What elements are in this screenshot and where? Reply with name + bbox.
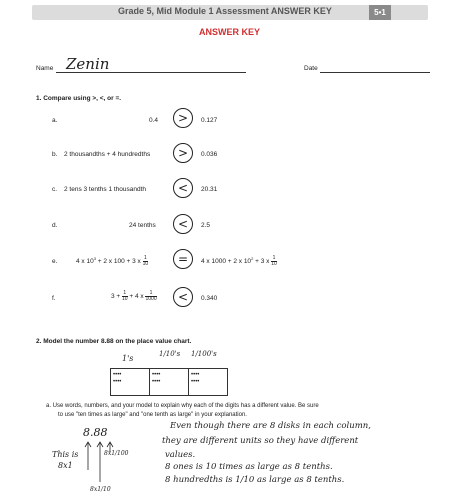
row-b-left: 2 thousandths + 4 hundredths xyxy=(64,151,151,158)
work-eight-x-tenth: 8x1/10 xyxy=(90,486,111,493)
part-a-prompt-line1: a. Use words, numbers, and your model to explain why each of the digits has a different value. Be sure xyxy=(46,403,319,409)
work-eight-x-hundredth: 8x1/100 xyxy=(104,450,129,457)
row-c-left: 2 tens 3 tenths 1 thousandth xyxy=(64,186,147,193)
row-e-answer-circle: = xyxy=(173,249,193,269)
row-f-letter: f. xyxy=(52,295,56,302)
date-line xyxy=(320,72,430,73)
date-label: Date xyxy=(304,65,318,72)
row-a-left: 0.4 xyxy=(149,117,159,124)
row-b-right: 0.036 xyxy=(201,151,218,158)
module-tag: 5•1 xyxy=(369,5,391,20)
page-header-title: Grade 5, Mid Module 1 Assessment ANSWER KEY xyxy=(118,6,332,16)
row-a-answer-circle: > xyxy=(173,108,193,128)
disks-ones: •••• •••• xyxy=(113,372,122,385)
row-e-letter: e. xyxy=(52,258,58,265)
chart-header-tenths: 1/10's xyxy=(159,350,181,358)
row-e-right-expression: 4 x 1000 + 2 x $10^2 + 3$ x $\frac{1}{10}$ xyxy=(201,255,277,267)
row-d-right: 2.5 xyxy=(201,222,211,229)
explanation-line-5: 8 hundredths is 1/10 as large as 8 tenths. xyxy=(165,475,345,485)
row-e-left-expression: 4 x $10^3 + 2$ x 100 + 3 x $\frac{1}{10}$ xyxy=(76,255,149,267)
row-c-right: 20.31 xyxy=(201,186,218,193)
q1-prompt: 1. Compare using >, <, or =. xyxy=(36,95,122,102)
work-arrows xyxy=(80,440,120,485)
row-c-letter: c. xyxy=(52,186,58,193)
row-d-letter: d. xyxy=(52,222,58,229)
q2-prompt: 2. Model the number 8.88 on the place value chart. xyxy=(36,338,192,345)
disks-hundredths: •••• •••• xyxy=(191,372,200,385)
row-f-answer-circle: < xyxy=(173,287,193,307)
work-eight-x-one: 8x1 xyxy=(58,461,73,470)
row-f-left-expression: 3 + $\frac{1}{10}$ + 4 x $\frac{1}{1000}$ xyxy=(111,290,157,302)
chart-header-ones: 1's xyxy=(122,354,134,363)
explanation-line-3: values. xyxy=(165,450,196,460)
row-d-left: 24 tenths xyxy=(129,222,156,229)
part-a-prompt-line2: to use "ten times as large" and "one tenth as large" in your explanation. xyxy=(58,412,247,418)
row-f-right: 0.340 xyxy=(201,295,218,302)
row-b-answer-circle: > xyxy=(173,143,193,163)
work-this-is: This is xyxy=(52,450,79,459)
answer-key-label: ANSWER KEY xyxy=(198,27,260,37)
chart-column-tenths xyxy=(149,368,189,396)
row-b-letter: b. xyxy=(52,151,58,158)
chart-column-hundredths xyxy=(188,368,228,396)
row-d-answer-circle: < xyxy=(173,214,193,234)
explanation-line-4: 8 ones is 10 times as large as 8 tenths. xyxy=(165,462,333,472)
chart-column-ones xyxy=(110,368,150,396)
row-c-answer-circle: < xyxy=(173,178,193,198)
explanation-line-1: Even though there are 8 disks in each column, xyxy=(170,421,371,431)
row-a-letter: a. xyxy=(52,117,58,124)
work-number: 8.88 xyxy=(83,426,108,439)
chart-header-hundredths: 1/100's xyxy=(191,350,217,358)
name-label: Name xyxy=(36,65,54,72)
explanation-line-2: they are different units so they have different xyxy=(162,436,359,446)
student-name: Zenin xyxy=(66,55,110,73)
row-a-right: 0.127 xyxy=(201,117,218,124)
disks-tenths: •••• •••• xyxy=(152,372,161,385)
